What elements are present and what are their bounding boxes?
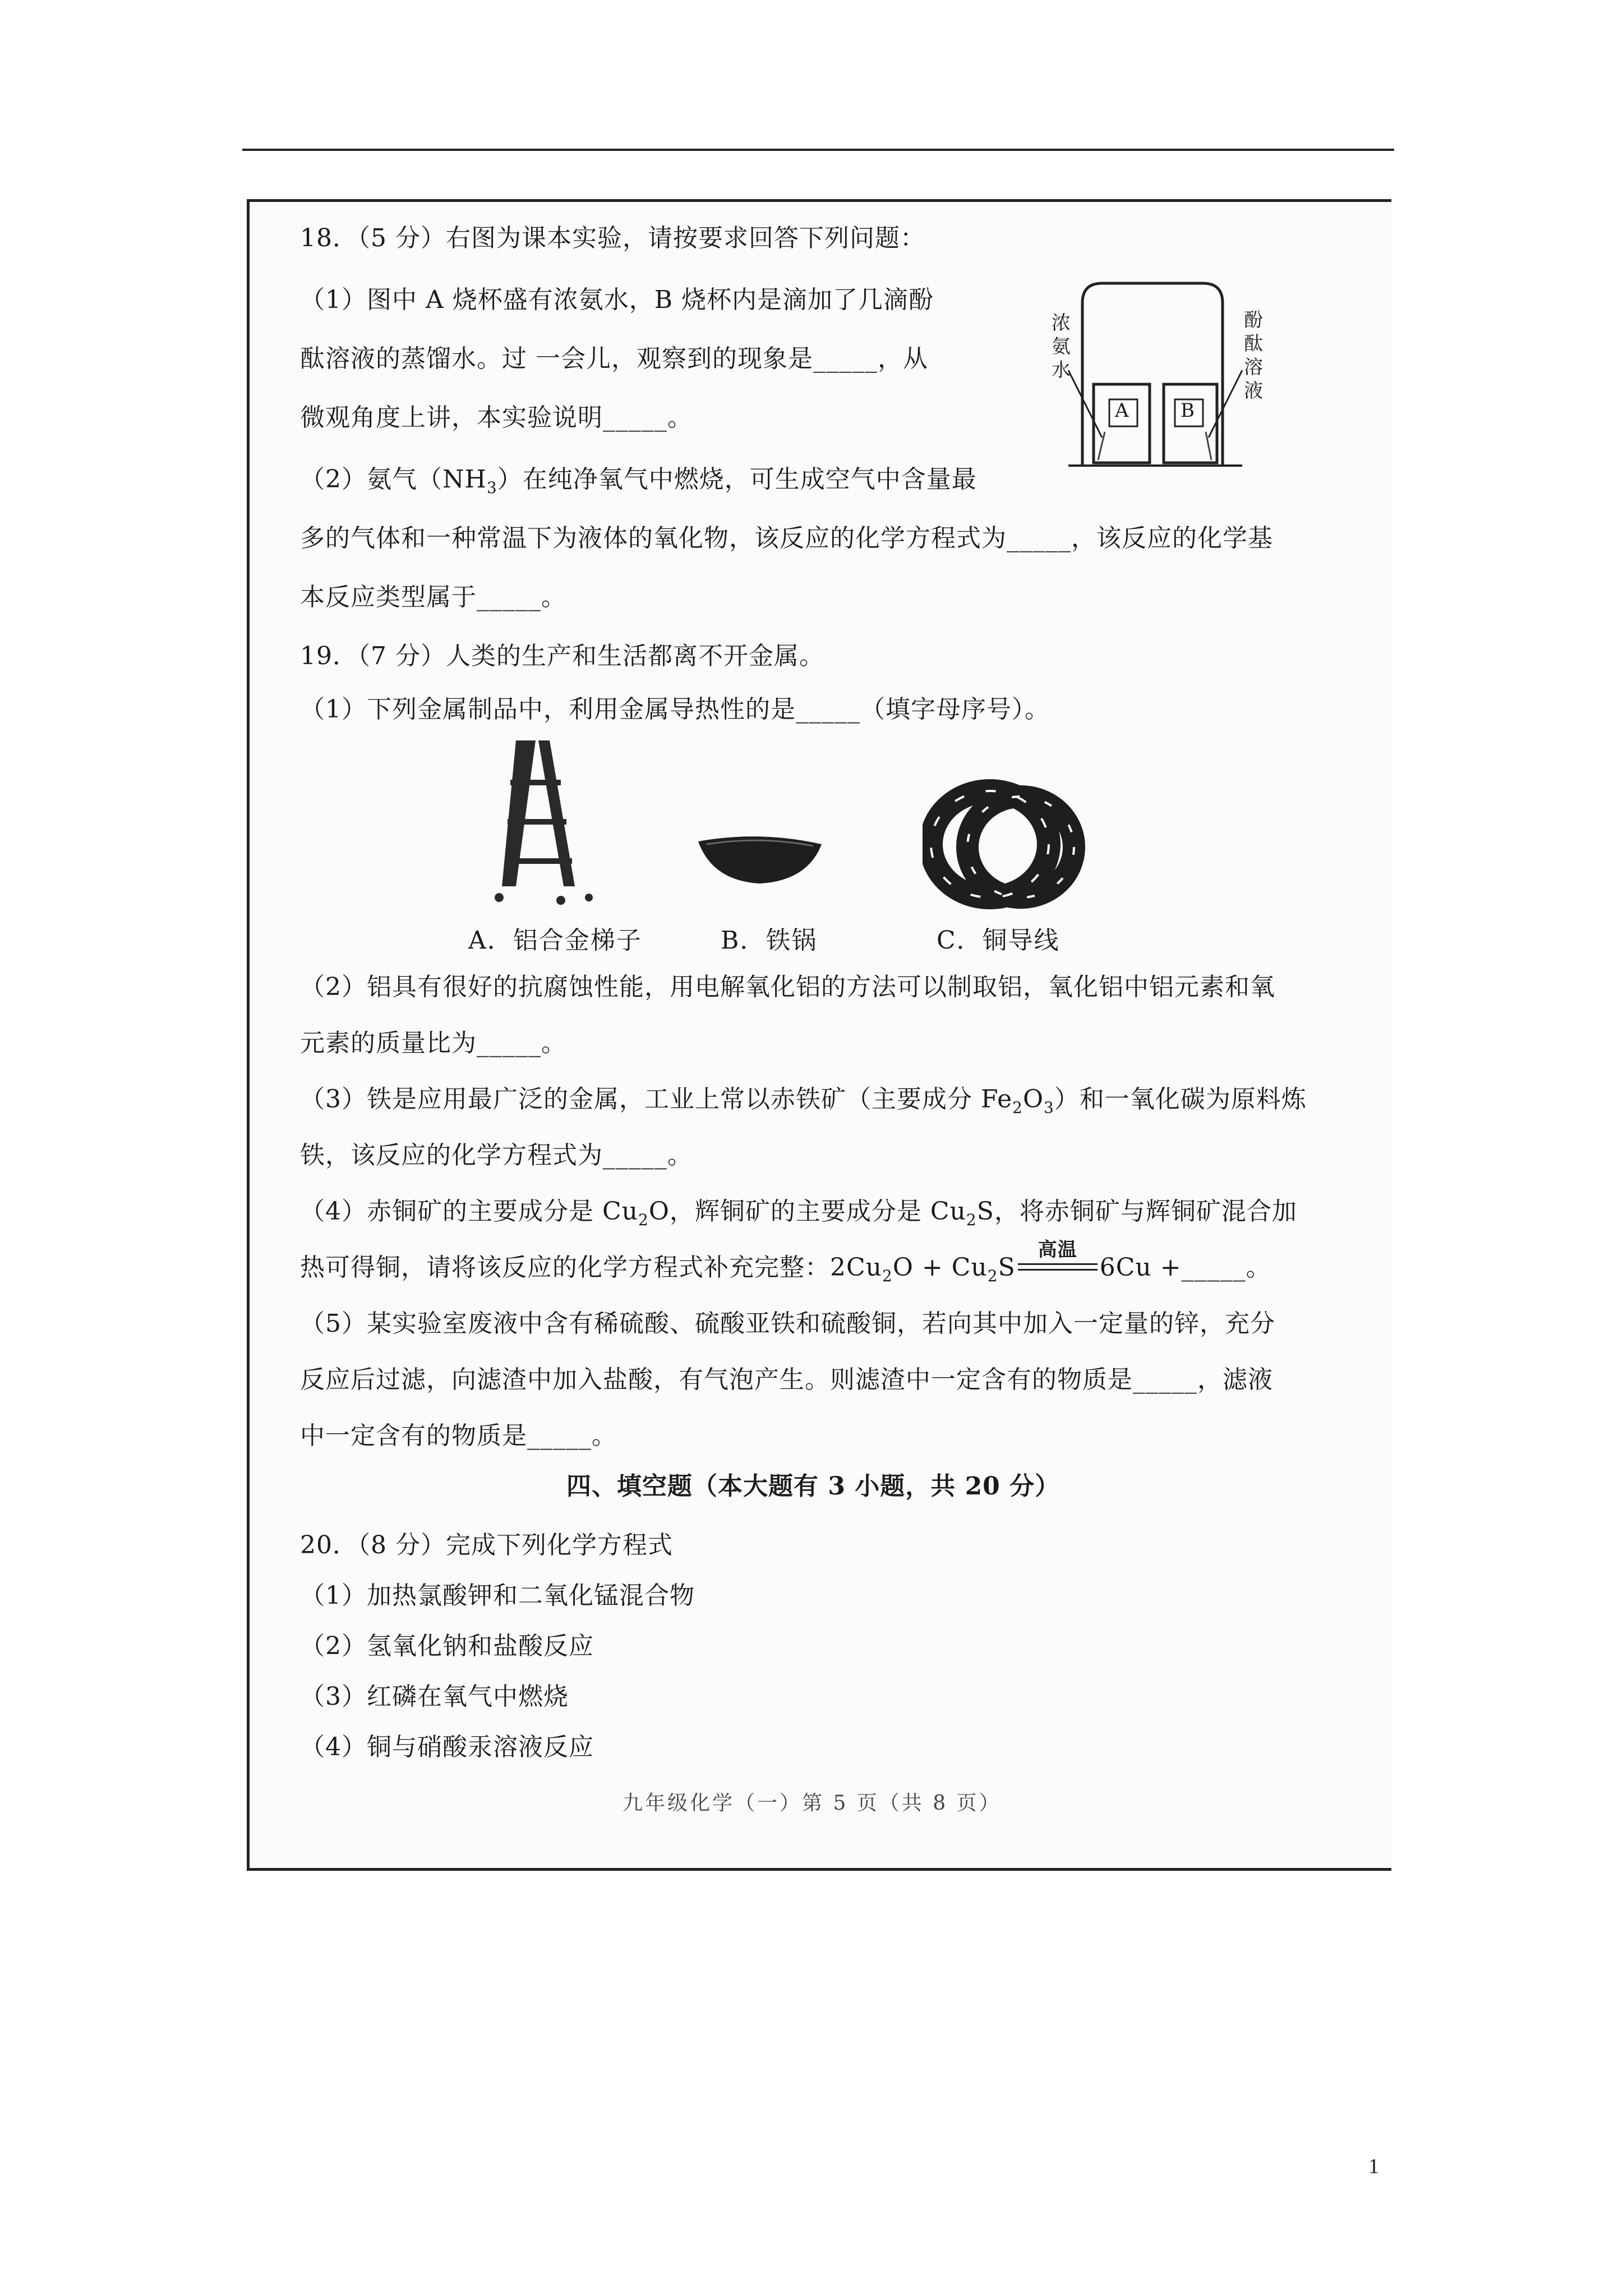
iron-wok-image xyxy=(695,827,824,889)
aluminum-ladder-image xyxy=(477,729,611,914)
q19-part3-line2: 铁，该反应的化学方程式为_____。 xyxy=(300,1141,693,1170)
q19-title: 19．（7 分）人类的生产和生活都离不开金属。 xyxy=(300,642,824,670)
q18-part2-line3: 本反应类型属于_____。 xyxy=(300,583,566,611)
q19-part4-line1: （4）赤铜矿的主要成分是 $Cu_2O$，辉铜矿的主要成分是 $Cu_2S$，将赤铜矿与辉铜矿混合加 xyxy=(300,1197,1297,1229)
q19-part5-line1: （5）某实验室废液中含有稀硫酸、硫酸亚铁和硫酸铜，若向其中加入一定量的锌，充分 xyxy=(300,1309,1275,1338)
option-c-caption: C．铜导线 xyxy=(937,926,1060,955)
high-temperature-condition: 高温 xyxy=(1038,1239,1077,1261)
q20-item-1: （1）加热氯酸钾和二氧化锰混合物 xyxy=(300,1581,695,1610)
beaker-b-label: B xyxy=(1181,399,1196,422)
q20-item-3: （3）红磷在氧气中燃烧 xyxy=(300,1682,569,1711)
q20-item-4: （4）铜与硝酸汞溶液反应 xyxy=(300,1733,594,1761)
concentrated-ammonia-label: 浓氨水 xyxy=(1052,312,1071,381)
option-a-caption: A．铝合金梯子 xyxy=(468,926,642,955)
q18-part2-line2: 多的气体和一种常温下为液体的氧化物，该反应的化学方程式为_____，该反应的化学基 xyxy=(300,524,1273,553)
q18-part1-line1: （1）图中 A 烧杯盛有浓氨水，B 烧杯内是滴加了几滴酚 xyxy=(300,286,934,314)
q20-title: 20．（8 分）完成下列化学方程式 xyxy=(300,1531,673,1559)
scan-page-footer: 九年级化学（一）第 5 页（共 8 页） xyxy=(623,1792,1002,1815)
ammonia-diffusion-figure xyxy=(1049,269,1262,494)
section-4-heading: 四、填空题（本大题有 3 小题，共 20 分） xyxy=(566,1472,1061,1501)
phenolphthalein-label: 酚酞溶液 xyxy=(1244,309,1263,402)
q19-part5-line3: 中一定含有的物质是_____。 xyxy=(300,1421,617,1450)
q19-part2-line1: （2）铝具有很好的抗腐蚀性能，用电解氧化铝的方法可以制取铝，氧化铝中铝元素和氧 xyxy=(300,973,1275,1001)
q18-part2-line1: （2）氨气$(NH_3)$在纯净氧气中燃烧，可生成空气中含量最 xyxy=(300,465,977,497)
q18-title: 18．（5 分）右图为课本实验，请按要求回答下列问题： xyxy=(300,224,925,252)
q19-part4-line2: 热可得铜，请将该反应的化学方程式补充完整：$2Cu_2O + Cu_2S$ 高温 6Cu +_____。 xyxy=(300,1251,1271,1293)
copper-wire-image xyxy=(923,777,1085,912)
reaction-equals-sign xyxy=(1016,1239,1100,1285)
bell-jar-diagram xyxy=(1049,269,1262,494)
q19-part5-line2: 反应后过滤，向滤渣中加入盐酸，有气泡产生。则滤渣中一定含有的物质是_____，滤液 xyxy=(300,1365,1273,1394)
top-rule xyxy=(242,149,1394,151)
q20-item-2: （2）氢氧化钠和盐酸反应 xyxy=(300,1632,594,1660)
q19-part1: （1）下列金属制品中，利用金属导热性的是_____（填字母序号）。 xyxy=(300,695,1050,724)
q18-part1-line2: 酞溶液的蒸馏水。过 一会儿，观察到的现象是_____，从 xyxy=(300,344,928,373)
beaker-a-label: A xyxy=(1115,399,1130,422)
option-b-caption: B．铁锅 xyxy=(721,926,818,955)
q19-part3-line1: （3）铁是应用最广泛的金属，工业上常以赤铁矿（主要成分 $Fe_2O_3$）和一氧化碳为原料炼 xyxy=(300,1085,1307,1117)
q19-part2-line2: 元素的质量比为_____。 xyxy=(300,1029,566,1057)
q18-part1-line3: 微观角度上讲，本实验说明_____。 xyxy=(300,403,693,432)
page-number: 1 xyxy=(1368,2155,1379,2178)
